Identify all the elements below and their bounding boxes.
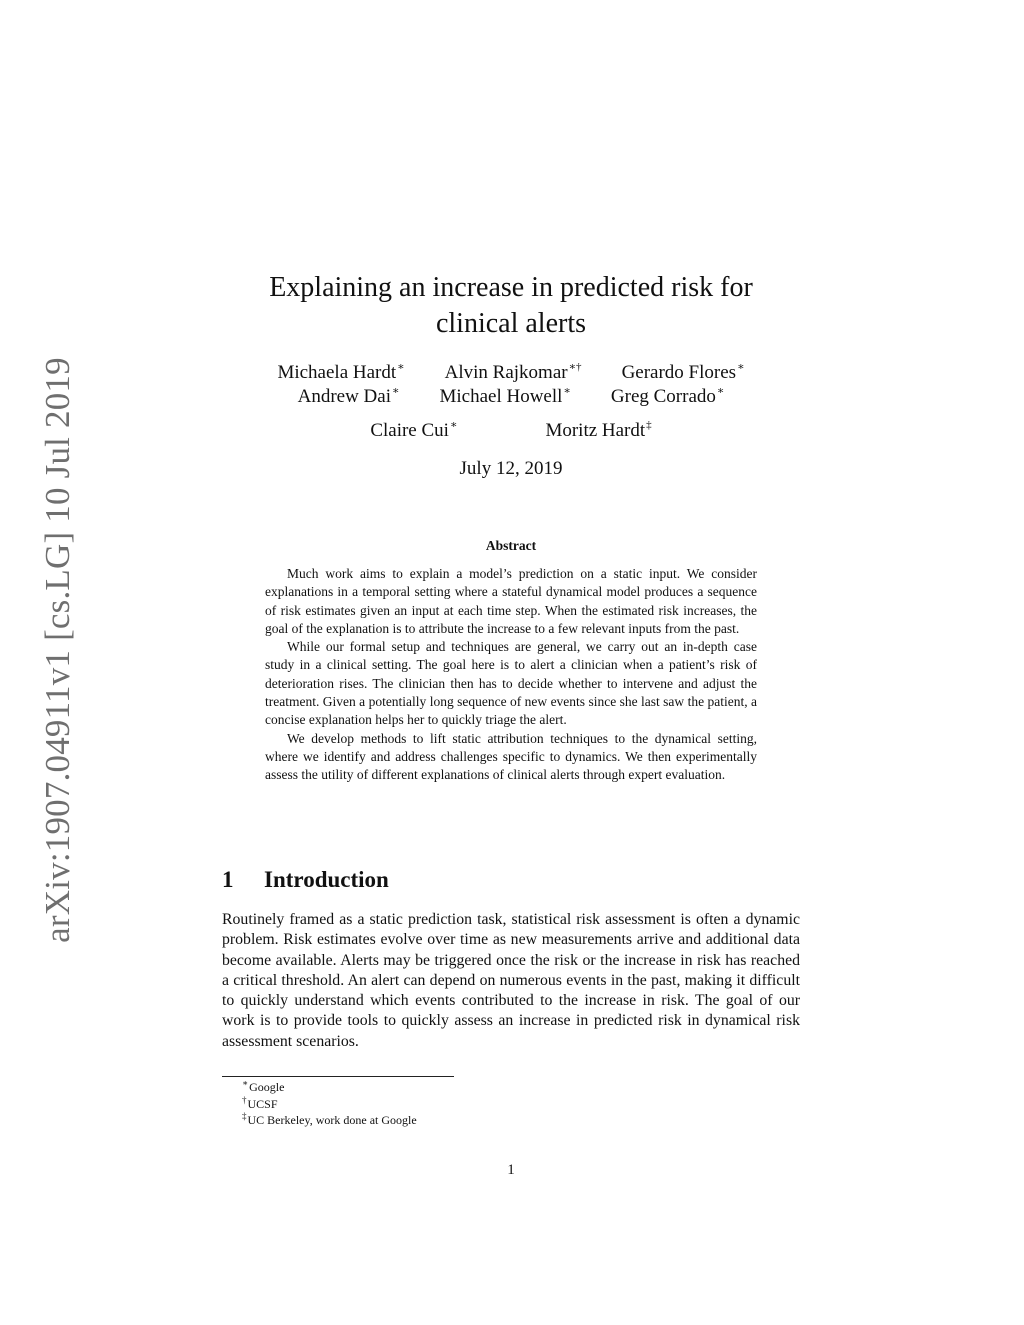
affiliation-mark: ∗ bbox=[392, 385, 400, 397]
affiliation-mark: ∗ bbox=[737, 361, 745, 373]
footnote bbox=[242, 1079, 782, 1096]
abstract-paragraph: Much work aims to explain a model’s prediction on a static input. We consider explanations in a temporal setting where a stateful dynamical model produces a sequence of risk estimates given an input at each time step. When the estimated risk increases, the goal of the explanation is to attribute the increase to a few relevant inputs from the past. bbox=[265, 566, 757, 636]
author bbox=[370, 419, 457, 443]
footnotes bbox=[242, 1079, 782, 1129]
author-name: Andrew Dai bbox=[297, 386, 391, 407]
title-line-1: Explaining an increase in predicted risk for bbox=[269, 272, 753, 303]
arxiv-identifier-stamp: arXiv:1907.04911v1 [cs.LG] 10 Jul 2019 bbox=[38, 357, 77, 943]
footnote-text: Google bbox=[249, 1080, 285, 1094]
footnote-divider bbox=[222, 1076, 454, 1077]
author-name: Moritz Hardt bbox=[545, 420, 646, 441]
page-number: 1 bbox=[507, 1162, 515, 1178]
affiliation-mark: ∗ bbox=[397, 361, 405, 373]
author bbox=[439, 385, 570, 409]
author-name: Claire Cui bbox=[370, 420, 449, 441]
author-list bbox=[222, 361, 800, 443]
footnote-mark: ∗ bbox=[242, 1078, 249, 1088]
abstract-body bbox=[265, 565, 757, 785]
abstract-paragraph: While our formal setup and techniques are general, we carry out an in-depth case study in a clinical setting. The goal here is to alert a clinician when a patient’s risk of deterioration rises. The clinician then has to decide whether to intervene and adjust the treatment. Given a potentially long sequence of new events since she last saw the patient, a concise explanation helps her to quickly triage the alert. bbox=[265, 639, 757, 728]
abstract-heading: Abstract bbox=[485, 538, 537, 553]
author-row-1 bbox=[222, 361, 800, 385]
introduction-body bbox=[222, 910, 800, 1052]
author-name: Alvin Rajkomar bbox=[444, 362, 568, 383]
author bbox=[277, 361, 404, 385]
paper-title bbox=[222, 270, 800, 342]
author bbox=[611, 385, 724, 409]
body-paragraph: Routinely framed as a static prediction task, statistical risk assessment is often a dynamic problem. Risk estimates evolve over time as new measurements arrive and additional data become available. Alerts may be triggered once the risk or the increase in risk has reached a critical threshold. An alert can depend on numerous events in the past, making it difficult to quickly understand which events contributed to the increase in risk. The goal of our work is to provide tools to quickly assess an increase in predicted risk in dynamical risk assessment scenarios. bbox=[222, 911, 800, 1050]
author-name: Michaela Hardt bbox=[277, 362, 397, 383]
footnote-text: UCSF bbox=[247, 1096, 278, 1111]
affiliation-mark: ∗ bbox=[716, 385, 725, 397]
author bbox=[298, 385, 400, 409]
author-row-2 bbox=[222, 385, 800, 409]
paper-page bbox=[222, 0, 800, 1325]
author-row-3 bbox=[222, 419, 800, 443]
affiliation-mark: ‡ bbox=[646, 419, 652, 431]
author-name: Greg Corrado bbox=[610, 386, 716, 407]
footnote-mark: † bbox=[242, 1094, 247, 1105]
author-name: Michael Howell bbox=[439, 386, 563, 407]
author bbox=[545, 419, 651, 443]
publication-date: July 12, 2019 bbox=[459, 458, 563, 479]
author bbox=[622, 361, 745, 385]
section-number: 1 bbox=[222, 867, 234, 892]
affiliation-mark: ∗ bbox=[449, 419, 458, 431]
title-line-2: clinical alerts bbox=[435, 308, 587, 339]
author bbox=[445, 361, 582, 385]
footnote bbox=[242, 1096, 782, 1113]
footnote-mark: ‡ bbox=[242, 1111, 247, 1121]
affiliation-mark: ∗† bbox=[568, 361, 582, 373]
author-name: Gerardo Flores bbox=[621, 362, 737, 383]
footnote-text: UC Berkeley, work done at Google bbox=[247, 1113, 417, 1127]
abstract-paragraph: We develop methods to lift static attribution techniques to the dynamical setting, where we identify and address challenges specific to dynamics. We then experimentally assess the utility of different explanations of clinical alerts through expert evaluation. bbox=[265, 730, 757, 783]
affiliation-mark: ∗ bbox=[563, 385, 571, 397]
section-heading bbox=[222, 867, 800, 893]
section-title: Introduction bbox=[264, 867, 389, 892]
footnote bbox=[242, 1112, 782, 1129]
